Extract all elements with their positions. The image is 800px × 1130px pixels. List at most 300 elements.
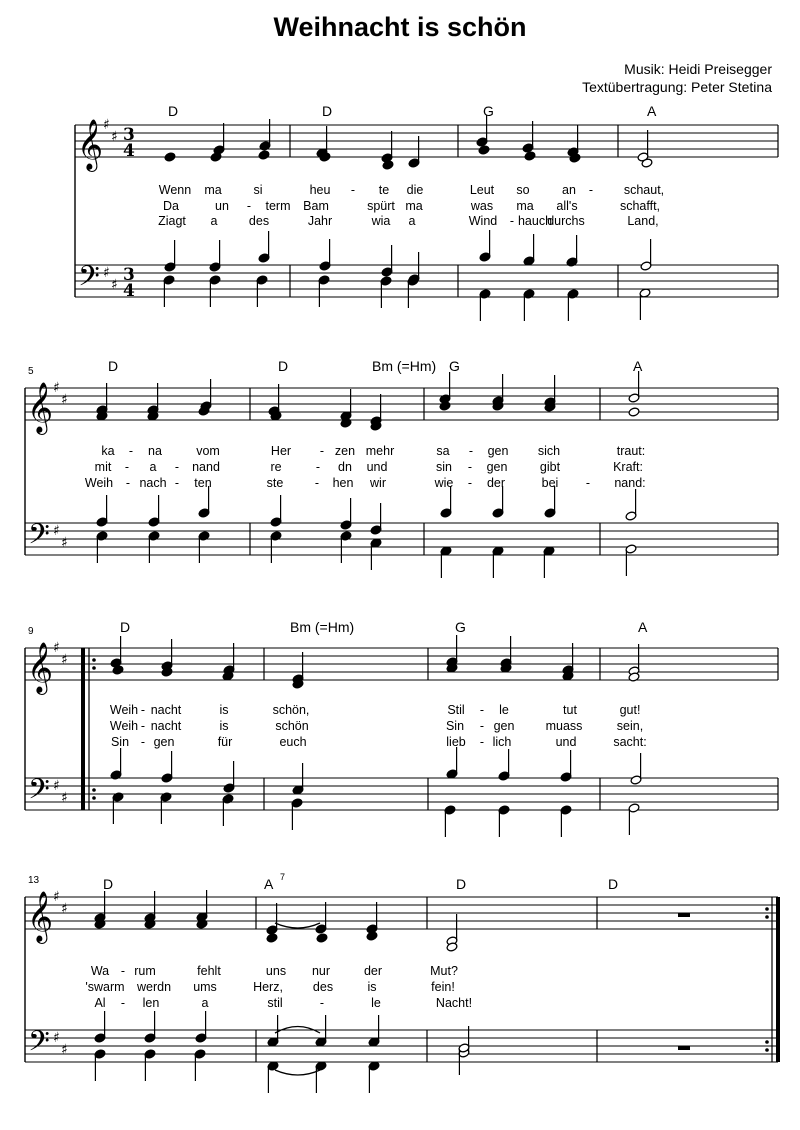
bass-note	[523, 234, 535, 266]
treble-note	[476, 115, 488, 147]
lyric-syllable: gibt	[539, 460, 561, 474]
treble-staff	[25, 648, 778, 680]
lyric-syllable: -	[319, 996, 325, 1010]
lyric-syllable: si	[253, 183, 263, 197]
bass-note	[291, 798, 303, 830]
treble-clef-icon: 𝄞	[27, 382, 54, 433]
lyric-syllable: -	[314, 476, 320, 490]
lyric-syllable: sich	[537, 444, 561, 458]
lyric-syllable: Weih	[84, 476, 114, 490]
lyric-syllable: lich	[492, 735, 512, 749]
bass-note	[340, 498, 352, 530]
treble-note	[446, 914, 458, 946]
tie	[275, 1070, 320, 1075]
repeat-dot	[92, 788, 96, 792]
chord-symbol: D	[322, 103, 333, 119]
lyric-syllable: a	[408, 214, 416, 228]
bass-note	[112, 792, 124, 824]
treble-note	[370, 394, 382, 426]
lyric-syllable: hauch	[517, 214, 553, 228]
lyric-syllable: euch	[279, 735, 307, 749]
chord-symbol: G	[449, 358, 460, 374]
bass-note	[567, 289, 579, 321]
bass-note	[195, 1011, 207, 1043]
lyric-syllable: Stil	[447, 703, 465, 717]
lyric-syllable: -	[120, 964, 126, 978]
lyric-syllable: -	[479, 703, 485, 717]
lyric-syllable: an	[562, 183, 576, 197]
lyric-syllable: ma	[204, 183, 222, 197]
lyric-syllable: len	[142, 996, 160, 1010]
sharp-icon: ♯	[111, 277, 118, 293]
treble-note	[478, 145, 490, 155]
bass-note	[368, 1015, 380, 1047]
whole-rest-icon	[678, 913, 690, 917]
lyric-syllable: schaut,	[623, 183, 665, 197]
notehead	[316, 933, 328, 943]
treble-note	[268, 384, 280, 416]
bass-note	[566, 235, 578, 267]
time-signature-upper: 3	[123, 265, 135, 285]
lyric-syllable: re	[270, 460, 282, 474]
sharp-icon: ♯	[53, 889, 60, 905]
bass-note	[492, 486, 504, 518]
bass-note	[498, 749, 510, 781]
treble-clef-icon: 𝄞	[77, 119, 104, 170]
lyric-syllable: -	[319, 444, 325, 458]
chord-symbol: D	[103, 876, 114, 892]
bass-note	[479, 230, 491, 262]
lyric-syllable: sein,	[616, 719, 644, 733]
lyric-syllable: sin	[436, 460, 452, 474]
lyric-syllable: der	[363, 964, 383, 978]
lyric-syllable: nand:	[614, 476, 646, 490]
lyric-syllable: Jahr	[307, 214, 333, 228]
treble-note	[200, 379, 212, 411]
treble-staff	[25, 897, 778, 929]
bass-note	[639, 288, 651, 320]
treble-note	[524, 151, 536, 161]
lyric-syllable: durchs	[547, 214, 585, 228]
lyric-syllable: Ziagt	[158, 214, 186, 228]
lyric-syllable: -	[140, 735, 146, 749]
lyric-syllable: Herz,	[253, 980, 283, 994]
lyric-syllable: gut!	[619, 703, 641, 717]
lyric-syllable: gen	[487, 444, 509, 458]
treble-note	[628, 407, 640, 417]
treble-note	[522, 121, 534, 153]
bass-note	[164, 240, 176, 272]
lyric-syllable: ma	[516, 199, 534, 213]
sharp-icon: ♯	[61, 392, 68, 408]
bass-note	[161, 751, 173, 783]
bass-note	[628, 803, 640, 835]
lyric-syllable: die	[406, 183, 424, 197]
lyric-syllable: Da	[163, 199, 179, 213]
bass-note	[223, 761, 235, 793]
notehead	[164, 152, 176, 162]
lyric-syllable: te	[378, 183, 390, 197]
bass-note	[94, 1049, 106, 1081]
treble-note	[196, 890, 208, 922]
bass-note	[440, 486, 452, 518]
treble-note	[161, 639, 173, 671]
lyric-syllable: werdn	[136, 980, 172, 994]
chord-symbol: A	[264, 876, 274, 892]
sharp-icon: ♯	[61, 901, 68, 917]
lyric-syllable: le	[499, 703, 509, 717]
sharp-icon: ♯	[111, 129, 118, 145]
lyric-syllable: gen	[153, 735, 175, 749]
bass-note	[315, 1061, 327, 1093]
chord-symbol: D	[120, 619, 131, 635]
lyric-syllable: 'swarm	[85, 980, 125, 994]
sharp-icon: ♯	[103, 117, 110, 133]
time-signature-lower: 4	[123, 141, 135, 161]
lyric-syllable: wir	[370, 476, 386, 490]
repeat-dot	[92, 796, 96, 800]
bass-note	[198, 486, 210, 518]
chord-symbol: D	[168, 103, 179, 119]
chord-symbol: G	[455, 619, 466, 635]
treble-staff	[75, 125, 778, 157]
lyric-syllable: uns	[265, 964, 287, 978]
lyric-syllable: wie	[434, 476, 454, 490]
sharp-icon: ♯	[53, 1030, 60, 1046]
sharp-icon: ♯	[103, 265, 110, 281]
lyric-syllable: -	[479, 719, 485, 733]
whole-rest-icon	[678, 1046, 690, 1050]
lyric-syllable: schön,	[272, 703, 310, 717]
lyric-syllable: Bam	[303, 199, 329, 213]
chord-symbol: A	[633, 358, 643, 374]
lyric-syllable: mit	[94, 460, 112, 474]
time-signature-upper: 3	[123, 125, 135, 145]
lyric-syllable: is	[219, 703, 229, 717]
lyric-syllable: a	[201, 996, 209, 1010]
bass-note	[625, 489, 637, 521]
bass-note	[370, 538, 382, 570]
treble-note	[446, 635, 458, 667]
treble-note	[316, 933, 328, 943]
lyric-syllable: -	[246, 199, 252, 213]
lyric-syllable: stil	[267, 996, 283, 1010]
lyric-syllable: is	[219, 719, 229, 733]
lyric-syllable: ten	[194, 476, 212, 490]
lyric-syllable: -	[124, 460, 130, 474]
lyric-syllable: -	[350, 183, 356, 197]
bass-note	[110, 748, 122, 780]
lyric-syllable: Her	[270, 444, 292, 458]
treble-note	[492, 374, 504, 406]
chord-symbol: D	[608, 876, 619, 892]
repeat-dot	[765, 1040, 769, 1044]
treble-note	[266, 903, 278, 935]
lyric-syllable: spürt	[367, 199, 395, 213]
bass-note	[209, 275, 221, 307]
sharp-icon: ♯	[53, 380, 60, 396]
lyric-syllable: Sin	[110, 735, 130, 749]
treble-note	[94, 891, 106, 923]
repeat-dot	[92, 658, 96, 662]
bass-note	[544, 486, 556, 518]
sharp-icon: ♯	[61, 535, 68, 551]
bass-note	[440, 546, 452, 578]
treble-staff	[25, 388, 778, 420]
bass-note	[479, 289, 491, 321]
lyric-syllable: Leut	[469, 183, 495, 197]
music-credit: Musik: Heidi Preisegger	[624, 61, 772, 77]
treble-note	[500, 636, 512, 668]
chord-symbol: D	[456, 876, 467, 892]
lyric-syllable: a	[149, 460, 157, 474]
lyric-syllable: term	[265, 199, 291, 213]
sharp-icon: ♯	[61, 1042, 68, 1058]
lyric-syllable: heu	[309, 183, 331, 197]
lyric-syllable: -	[174, 460, 180, 474]
lyric-syllable: rum	[134, 964, 156, 978]
treble-note	[628, 644, 640, 676]
bass-note	[492, 546, 504, 578]
treble-note	[366, 902, 378, 934]
lyric-syllable: all's	[556, 199, 578, 213]
lyric-syllable: Sin	[445, 719, 465, 733]
bass-note	[523, 289, 535, 321]
sharp-icon: ♯	[53, 640, 60, 656]
lyric-syllable: dn	[338, 460, 352, 474]
lyric-syllable: a	[210, 214, 218, 228]
bass-note	[194, 1049, 206, 1081]
lyric-syllable: fein!	[431, 980, 455, 994]
bass-note	[446, 747, 458, 779]
bass-staff	[25, 523, 778, 555]
lyric-syllable: -	[125, 476, 131, 490]
lyric-syllable: was	[470, 199, 494, 213]
bass-note	[267, 1061, 279, 1093]
lyric-syllable: is	[367, 980, 377, 994]
chord-symbol: Bm (=Hm)	[290, 619, 355, 635]
bass-note	[630, 753, 642, 785]
bass-note	[458, 1043, 470, 1075]
chord-symbol: D	[278, 358, 289, 374]
bass-note	[160, 792, 172, 824]
lyric-syllable: des	[312, 980, 334, 994]
repeat-dot	[92, 666, 96, 670]
treble-note	[340, 389, 352, 421]
measure-number: 13	[28, 875, 40, 886]
notehead	[628, 407, 640, 417]
bass-note	[258, 231, 270, 263]
lyric-syllable: schön	[275, 719, 309, 733]
treble-note	[315, 902, 327, 934]
bass-note	[144, 1049, 156, 1081]
lyric-syllable: ma	[405, 199, 423, 213]
lyric-syllable: muass	[545, 719, 583, 733]
bass-note	[380, 276, 392, 308]
chord-symbol: A	[647, 103, 657, 119]
treble-note	[213, 123, 225, 155]
sharp-icon: ♯	[53, 523, 60, 539]
lyric-syllable: sacht:	[613, 735, 647, 749]
lyric-syllable: gen	[493, 719, 515, 733]
lyric-syllable: für	[217, 735, 233, 749]
bass-note	[267, 1015, 279, 1047]
measure-number: 9	[28, 626, 34, 637]
lyric-syllable: -	[468, 444, 474, 458]
bass-note	[498, 805, 510, 837]
lyric-syllable: des	[248, 214, 270, 228]
lyric-syllable: nand	[192, 460, 220, 474]
lyric-syllable: Wenn	[158, 183, 192, 197]
lyric-syllable: vom	[196, 444, 220, 458]
treble-note	[164, 152, 176, 162]
page-title: Weihnacht is schön	[273, 12, 527, 42]
lyric-syllable: gen	[486, 460, 508, 474]
repeat-dot	[765, 1048, 769, 1052]
lyric-syllable: wia	[371, 214, 391, 228]
lyric-syllable: le	[371, 996, 381, 1010]
lyric-syllable: -	[467, 476, 473, 490]
bass-clef-icon: 𝄢	[28, 773, 50, 813]
bass-staff	[25, 778, 778, 810]
bass-note	[368, 1061, 380, 1093]
chord-symbol: D	[108, 358, 119, 374]
bass-staff	[25, 1030, 778, 1062]
bass-note	[381, 245, 393, 277]
bass-note	[94, 1011, 106, 1043]
lyric-syllable: nacht	[150, 703, 182, 717]
bass-note	[444, 805, 456, 837]
lyric-syllable: hen	[332, 476, 354, 490]
bass-note	[292, 763, 304, 795]
bass-note	[163, 275, 175, 307]
lyric-syllable: traut:	[616, 444, 646, 458]
bass-note	[270, 495, 282, 527]
bass-clef-icon: 𝄢	[78, 260, 100, 300]
repeat-dot	[765, 907, 769, 911]
notehead	[478, 145, 490, 155]
lyric-syllable: Weih	[109, 719, 139, 733]
bass-note	[256, 275, 268, 307]
lyric-syllable: -	[509, 214, 515, 228]
lyric-syllable: -	[588, 183, 594, 197]
lyric-syllable: -	[315, 460, 321, 474]
lyric-syllable: zen	[334, 444, 356, 458]
treble-clef-icon: 𝄞	[27, 891, 54, 942]
lyric-syllable: nacht	[150, 719, 182, 733]
lyric-syllable: ums	[193, 980, 217, 994]
chord-symbol: G	[483, 103, 494, 119]
lyric-syllable: nach	[139, 476, 167, 490]
bass-note	[560, 750, 572, 782]
bass-note	[96, 495, 108, 527]
treble-note	[266, 933, 278, 943]
bass-staff	[75, 265, 778, 297]
lyrics-credit: Textübertragung: Peter Stetina	[582, 79, 772, 95]
lyric-syllable: ste	[266, 476, 284, 490]
lyric-syllable: mehr	[365, 444, 395, 458]
sharp-icon: ♯	[61, 790, 68, 806]
bass-note	[407, 276, 419, 308]
lyric-syllable: -	[467, 460, 473, 474]
lyric-syllable: Land,	[627, 214, 659, 228]
lyric-syllable: so	[516, 183, 530, 197]
bass-note	[560, 805, 572, 837]
bass-clef-icon: 𝄢	[28, 1025, 50, 1065]
tie	[275, 923, 320, 928]
lyric-syllable: Wa	[90, 964, 110, 978]
lyric-syllable: schafft,	[619, 199, 661, 213]
lyric-syllable: der	[486, 476, 506, 490]
lyric-syllable: Weih	[109, 703, 139, 717]
sharp-icon: ♯	[53, 778, 60, 794]
lyric-syllable: Mut?	[430, 964, 458, 978]
lyric-syllable: -	[120, 996, 126, 1010]
bass-note	[370, 503, 382, 535]
time-signature-lower: 4	[123, 281, 135, 301]
lyric-syllable: und	[366, 460, 388, 474]
treble-note	[144, 891, 156, 923]
lyric-syllable: -	[140, 703, 146, 717]
bass-note	[144, 1011, 156, 1043]
lyric-syllable: -	[174, 476, 180, 490]
lyric-syllable: -	[128, 444, 134, 458]
treble-note	[292, 652, 304, 684]
treble-note	[637, 130, 649, 162]
lyric-syllable: und	[555, 735, 577, 749]
bass-note	[625, 544, 637, 576]
treble-note	[544, 375, 556, 407]
lyric-syllable: nur	[311, 964, 331, 978]
notehead	[258, 150, 270, 160]
bass-note	[318, 275, 330, 307]
lyric-syllable: lieb	[446, 735, 466, 749]
bass-note	[319, 239, 331, 271]
chord-symbol: 7	[280, 872, 286, 882]
lyric-syllable: -	[585, 476, 591, 490]
lyric-syllable: un	[215, 199, 229, 213]
lyric-syllable: tut	[563, 703, 577, 717]
treble-clef-icon: 𝄞	[27, 642, 54, 693]
lyric-syllable: fehlt	[197, 964, 221, 978]
lyric-syllable: sa	[436, 444, 450, 458]
treble-note	[628, 371, 640, 403]
lyric-syllable: Wind	[468, 214, 498, 228]
notehead	[524, 151, 536, 161]
sharp-icon: ♯	[61, 652, 68, 668]
bass-note	[543, 546, 555, 578]
lyric-syllable: Kraft:	[613, 460, 643, 474]
lyric-syllable: na	[148, 444, 162, 458]
notehead	[266, 933, 278, 943]
lyric-syllable: bei	[541, 476, 559, 490]
lyric-syllable: Al	[94, 996, 106, 1010]
lyric-syllable: -	[140, 719, 146, 733]
repeat-dot	[765, 915, 769, 919]
treble-note	[381, 131, 393, 163]
measure-number: 5	[28, 366, 34, 377]
bass-note	[148, 495, 160, 527]
bass-note	[209, 240, 221, 272]
lyric-syllable: ka	[101, 444, 115, 458]
lyric-syllable: -	[479, 735, 485, 749]
treble-note	[259, 119, 271, 151]
treble-note	[110, 636, 122, 668]
chord-symbol: Bm (=Hm)	[372, 358, 437, 374]
bass-note	[640, 239, 652, 271]
treble-note	[258, 150, 270, 160]
bass-clef-icon: 𝄢	[28, 518, 50, 558]
